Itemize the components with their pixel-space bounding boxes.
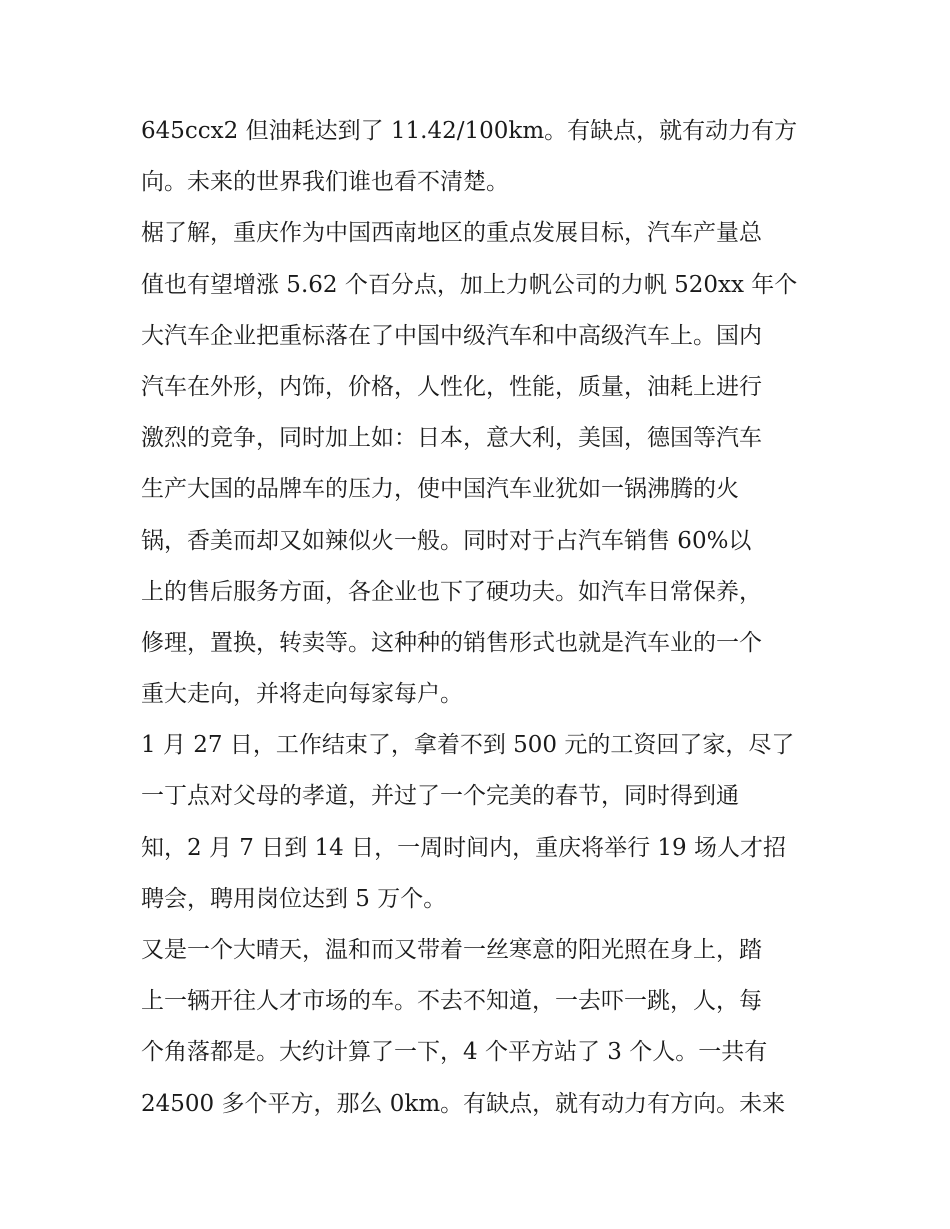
document-body-text [141,106,821,1130]
text-line: 个角落都是。大约计算了一下，4 个平方站了 3 个人。一共有 [141,1039,768,1066]
text-line: 一丁点对父母的孝道，并过了一个完美的春节，同时得到通 [141,783,739,810]
text-line: 椐了解，重庆作为中国西南地区的重点发展目标，汽车产量总 [141,220,762,247]
text-line: 重大走向，并将走向每家每户。 [141,681,463,708]
text-line: 上一辆开往人才市场的车。不去不知道，一去吓一跳，人，每 [141,988,762,1015]
text-line: 645ccx2 但油耗达到了 11.42/100km。有缺点，就有动力有方 [141,118,798,144]
text-line: 激烈的竞争，同时加上如：日本，意大利，美国，德国等汽车 [141,425,762,452]
text-line: 锅，香美而却又如辣似火一般。同时对于占汽车销售 60%以 [141,527,752,554]
text-line: 24500 多个平方，那么 0km。有缺点，就有动力有方向。未来 [141,1090,786,1117]
text-line: 上的售后服务方面，各企业也下了硬功夫。如汽车日常保养， [141,578,762,605]
text-line: 大汽车企业把重标落在了中国中级汽车和中高级汽车上。国内 [141,322,762,349]
text-line: 汽车在外形，内饰，价格，人性化，性能，质量，油耗上进行 [141,373,762,400]
text-line: 又是一个大晴天，温和而又带着一丝寒意的阳光照在身上，踏 [141,937,762,963]
text-line: 向。未来的世界我们谁也看不清楚。 [141,169,509,196]
text-line: 聘会，聘用岗位达到 5 万个。 [141,885,447,912]
text-line: 1 月 27 日，工作结束了，拿着不到 500 元的工资回了家，尽了 [141,732,795,759]
text-line: 值也有望增涨 5.62 个百分点，加上力帆公司的力帆 520xx 年个 [141,271,798,298]
text-line: 修理，置换，转卖等。这种种的销售形式也就是汽车业的一个 [141,629,762,656]
text-line: 知，2 月 7 日到 14 日，一周时间内，重庆将举行 19 场人才招 [141,834,786,861]
text-line: 生产大国的品牌车的压力，使中国汽车业犹如一锅沸腾的火 [141,476,739,503]
